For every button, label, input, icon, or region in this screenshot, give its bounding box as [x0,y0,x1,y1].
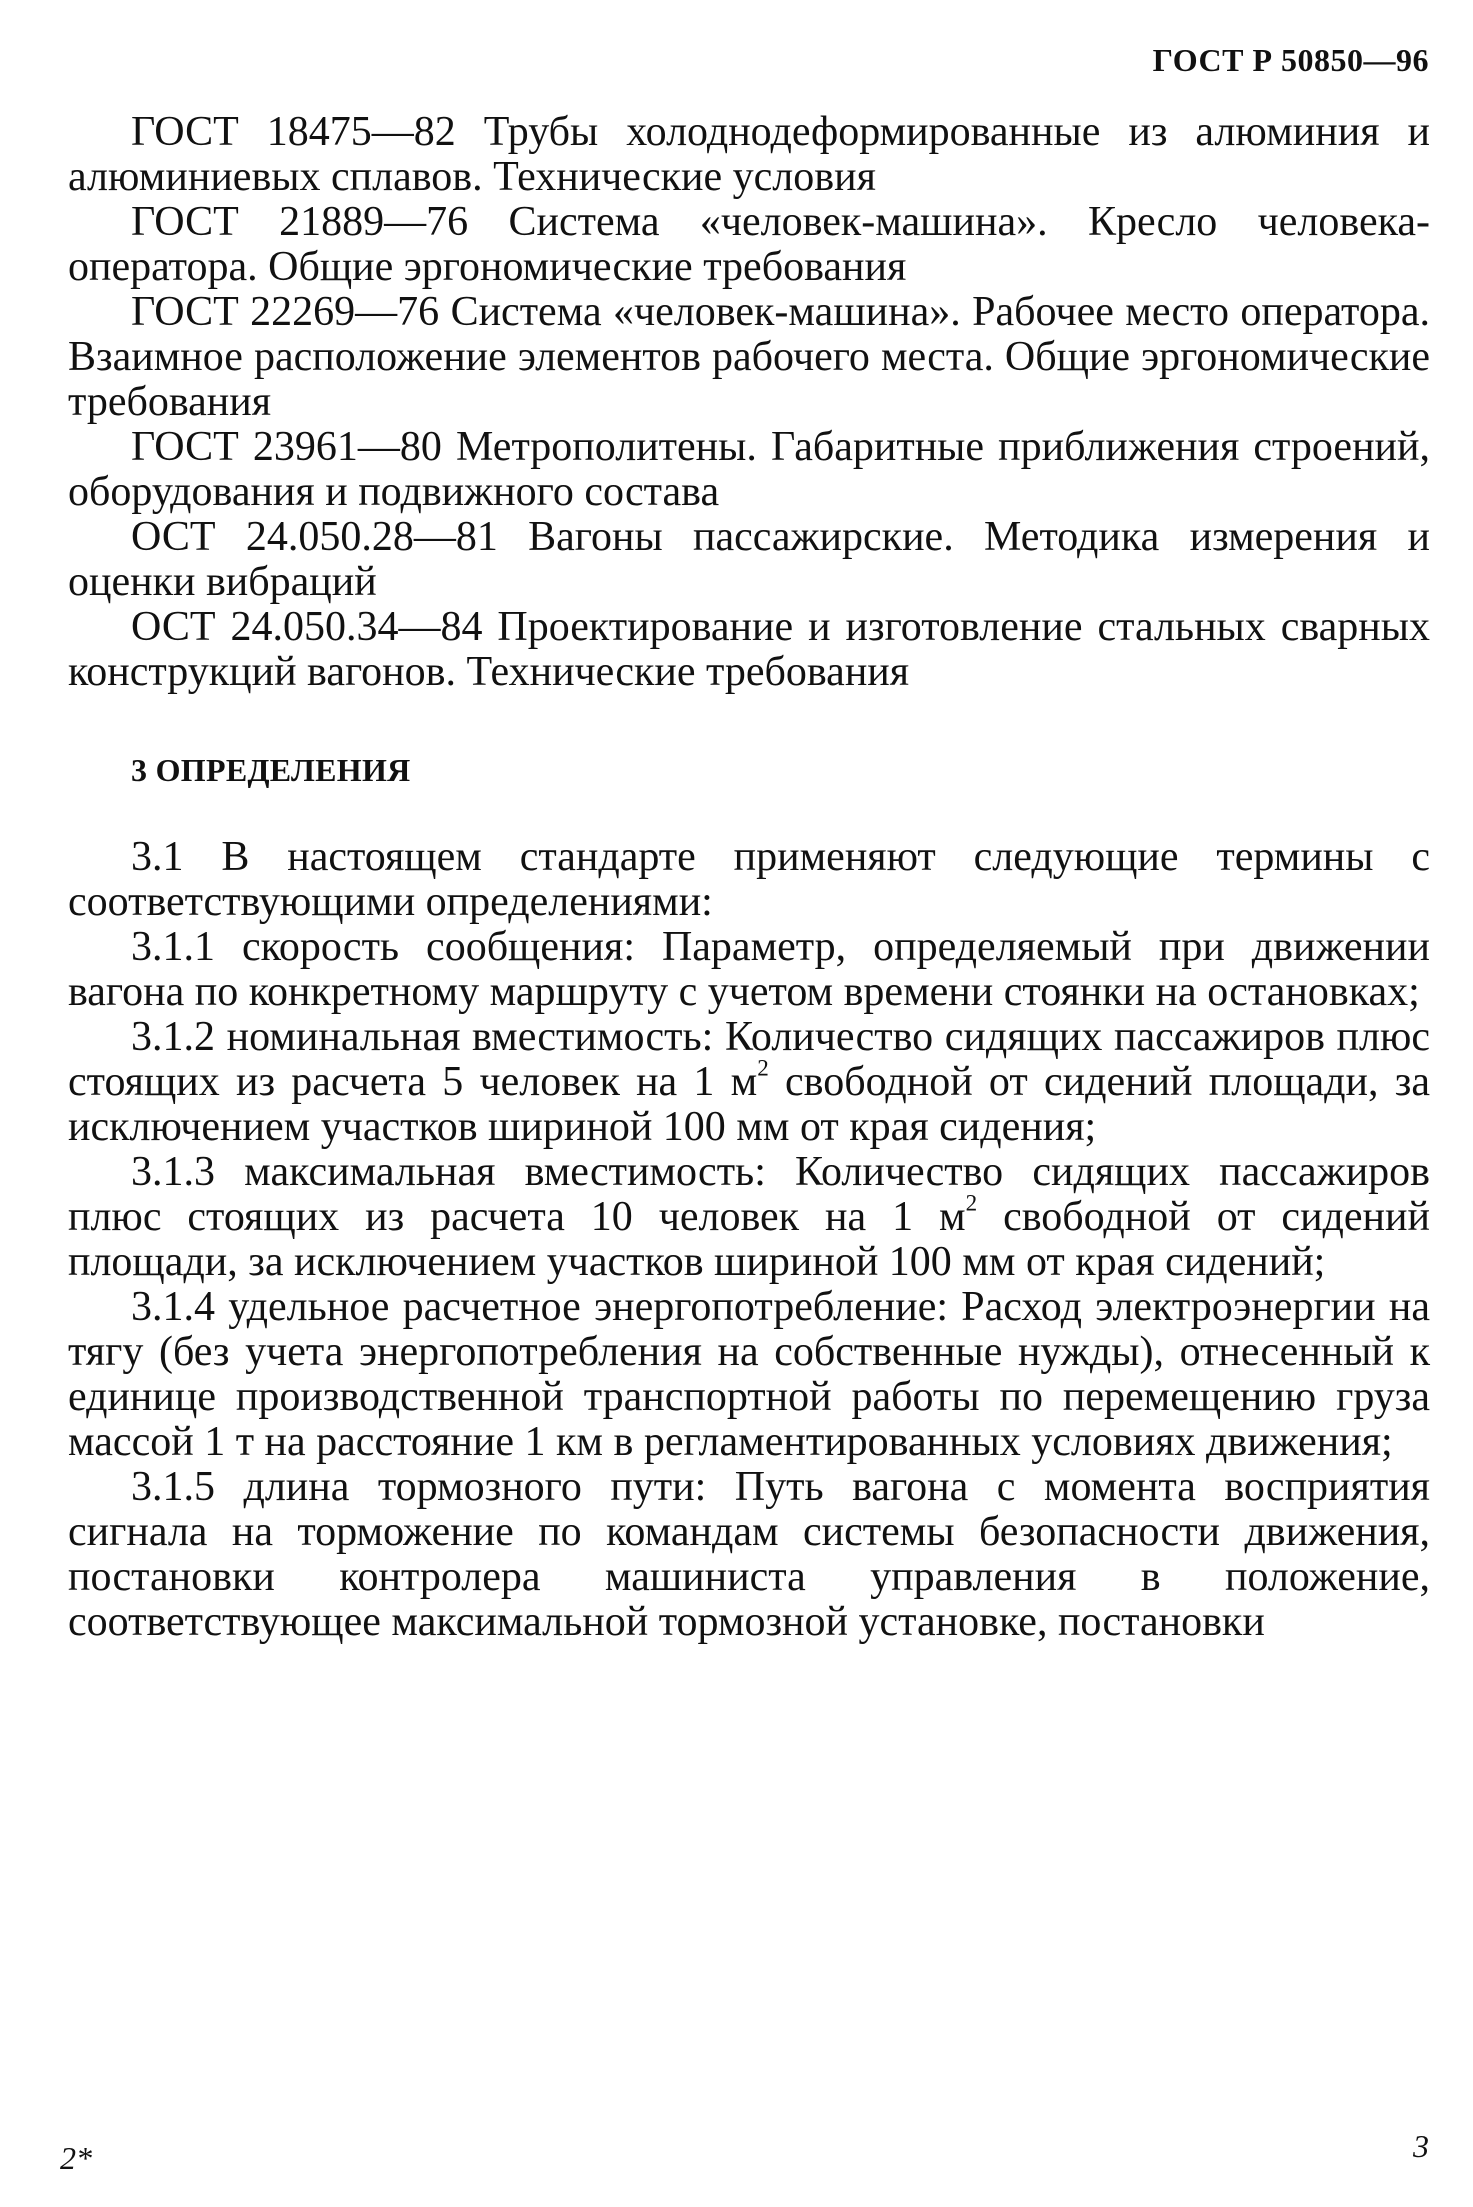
normative-references-list [68,110,1430,695]
section-intro: 3.1 В настоящем стандарте применяют следующие термины с соответствующими определениями: [68,834,1430,925]
definition-text: 3.1.2 номинальная вместимость: Количество сидящих пассажиров плюс стоящих из расчета 5 человек на 1 м [68,1014,1430,1105]
reference-item: ГОСТ 18475—82 Трубы холоднодеформированные из алюминия и алюминиевых сплавов. Технические условия [68,109,1430,200]
document-id-header: ГОСТ Р 50850—96 [1152,42,1429,78]
definition-item: 3.1.5 длина тормозного пути: Путь вагона с момента восприятия сигнала на торможение по командам системы безопасности движения, постановки контролера машиниста управления в положение, соответствующее максимальной тормозной установке, постановки [68,1464,1430,1645]
reference-item: ГОСТ 21889—76 Система «человек-машина». Кресло человека-оператора. Общие эргономические требования [68,199,1430,290]
superscript: 2 [757,1054,769,1081]
page-number: 3 [1413,2128,1429,2164]
superscript: 2 [965,1189,978,1216]
section-title: 3 ОПРЕДЕЛЕНИЯ [131,752,411,788]
reference-item: ОСТ 24.050.28—81 Вагоны пассажирские. Методика измерения и оценки вибраций [68,514,1430,605]
reference-item: ГОСТ 23961—80 Метрополитены. Габаритные приближения строений, оборудования и подвижного состава [68,424,1430,515]
reference-item: ГОСТ 22269—76 Система «человек-машина». Рабочее место оператора. Взаимное расположение элементов рабочего места. Общие эргономические требования [68,289,1430,425]
definition-item: 3.1.1 скорость сообщения: Параметр, определяемый при движении вагона по конкретному маршруту с учетом времени стоянки на остановках; [68,924,1430,1015]
reference-item: ОСТ 24.050.34—84 Проектирование и изготовление стальных сварных конструкций вагонов. Технические требования [68,604,1430,695]
definitions-list [68,835,1430,1645]
definition-item [68,1150,1430,1285]
signature-mark: 2* [60,2140,92,2176]
definition-text: свободной от сидений площади, за исключением участков шириной 100 мм от края сидений; [68,1194,1430,1285]
definition-text: свободной от сидений площади, за исключением участков шириной 100 мм от края сидения; [68,1059,1430,1150]
definition-item [68,1015,1430,1150]
document-body [68,110,1430,1645]
definition-item: 3.1.4 удельное расчетное энергопотребление: Расход электроэнергии на тягу (без учета энергопотребления на собственные нужды), отнесенный к единице производственной транспортной работы по перемещению груза массой 1 т на расстояние 1 км в регламентированных условиях движения; [68,1284,1430,1465]
definition-text: 3.1.3 максимальная вместимость: Количество сидящих пассажиров плюс стоящих из расчета 10 человек на 1 м [68,1149,1430,1240]
